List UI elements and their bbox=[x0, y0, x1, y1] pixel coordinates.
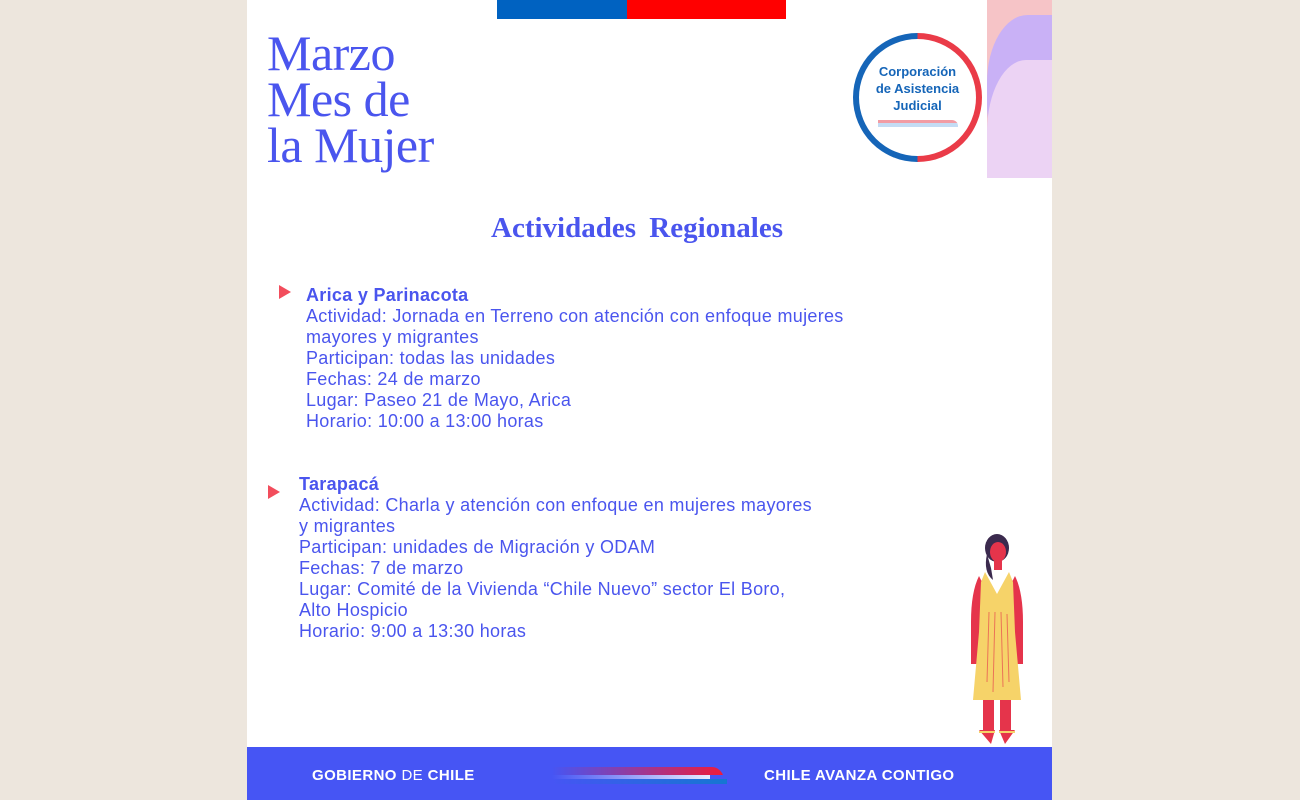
footer-text: DE bbox=[401, 767, 424, 784]
title-line: Mes de bbox=[267, 71, 410, 127]
region-line: Fechas: 7 de marzo bbox=[299, 558, 464, 578]
section-heading: Actividades Regionales bbox=[491, 212, 783, 244]
region-line: Fechas: 24 de marzo bbox=[306, 369, 481, 389]
region-line: Alto Hospicio bbox=[299, 600, 408, 620]
flag-red-segment bbox=[627, 0, 786, 19]
woman-illustration bbox=[965, 532, 1029, 747]
region-line: Actividad: Charla y atención con enfoque en mujeres mayores bbox=[299, 495, 812, 515]
region-name: Tarapacá bbox=[299, 474, 380, 494]
chile-flag-bar bbox=[497, 0, 786, 19]
gobierno-de-chile-label bbox=[312, 767, 475, 784]
region-line: Participan: unidades de Migración y ODAM bbox=[299, 537, 656, 557]
title-line: la Mujer bbox=[267, 117, 434, 173]
region-line: y migrantes bbox=[299, 516, 396, 536]
logo-swoosh-icon bbox=[878, 120, 958, 127]
region-tarapaca bbox=[299, 474, 812, 642]
chile-avanza-contigo-label: CHILE AVANZA CONTIGO bbox=[764, 767, 955, 784]
decorative-shapes bbox=[987, 0, 1052, 178]
bullet-arrow-icon bbox=[279, 285, 291, 299]
footer-bar bbox=[247, 747, 1052, 800]
footer-swoosh-icon bbox=[552, 767, 727, 784]
region-arica-parinacota bbox=[306, 285, 844, 432]
title-line: Marzo bbox=[267, 25, 395, 81]
region-line: Participan: todas las unidades bbox=[306, 348, 556, 368]
region-line: Lugar: Comité de la Vivienda “Chile Nuevo” sector El Boro, bbox=[299, 579, 786, 599]
region-line: mayores y migrantes bbox=[306, 327, 479, 347]
region-line: Actividad: Jornada en Terreno con atención con enfoque mujeres bbox=[306, 306, 844, 326]
footer-text: CHILE bbox=[423, 767, 475, 784]
footer-text: GOBIERNO bbox=[312, 767, 402, 784]
region-line: Horario: 9:00 a 13:30 horas bbox=[299, 621, 527, 641]
logo-line: de Asistencia bbox=[875, 80, 960, 96]
region-line: Horario: 10:00 a 13:00 horas bbox=[306, 411, 544, 431]
flag-blue-segment bbox=[497, 0, 627, 19]
page-title bbox=[267, 25, 434, 173]
logo-line: Judicial bbox=[893, 97, 942, 113]
bullet-arrow-icon bbox=[268, 485, 280, 499]
region-line: Lugar: Paseo 21 de Mayo, Arica bbox=[306, 390, 572, 410]
poster bbox=[247, 0, 1052, 800]
logo-line: Corporación bbox=[878, 63, 957, 79]
logo-text bbox=[876, 63, 959, 114]
caj-logo bbox=[853, 33, 982, 162]
region-name: Arica y Parinacota bbox=[306, 285, 469, 305]
